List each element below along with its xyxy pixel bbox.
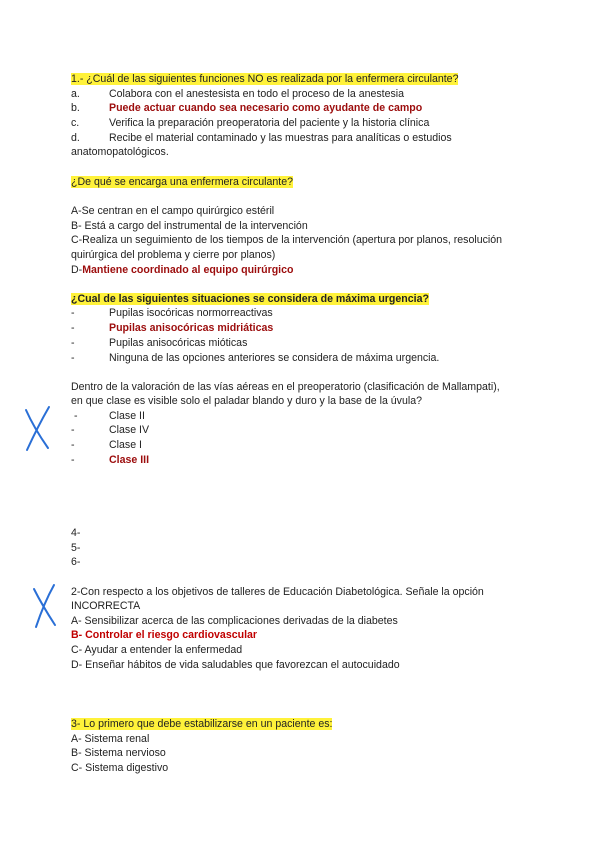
q1-option-b: b. Puede actuar cuando sea necesario como ayudante de campo xyxy=(71,102,423,114)
q1-title: 1.- ¿Cuál de las siguientes funciones NO es realizada por la enfermera circulante? xyxy=(71,73,459,85)
q2-option-b: B- Está a cargo del instrumental de la intervención xyxy=(71,220,308,232)
q4-option-3: - Clase I xyxy=(71,439,142,451)
cross-mark-icon xyxy=(22,404,54,454)
q6-option-b: B- Sistema nervioso xyxy=(71,747,166,759)
q2-option-d: D-Mantiene coordinado al equipo quirúrgico xyxy=(71,264,294,276)
q1-option-a: a. Colabora con el anestesista en todo el proceso de la anestesia xyxy=(71,88,405,100)
q6-option-a: A- Sistema renal xyxy=(71,733,150,745)
q5-option-a: A- Sensibilizar acerca de las complicaciones derivadas de la diabetes xyxy=(71,615,398,627)
q2-option-a: A-Se centran en el campo quirúrgico estéril xyxy=(71,205,275,217)
number-5: 5- xyxy=(71,542,81,554)
number-4: 4- xyxy=(71,527,81,539)
q1-option-d-cont: anatomopatológicos. xyxy=(71,146,169,158)
q3-option-2: - Pupilas anisocóricas midriáticas xyxy=(71,322,274,334)
q3-option-4: - Ninguna de las opciones anteriores se considera de máxima urgencia. xyxy=(71,352,440,364)
q5-option-b: B- Controlar el riesgo cardiovascular xyxy=(71,629,258,641)
q2-title: ¿De qué se encarga una enfermera circulante? xyxy=(71,176,294,188)
q6-title: 3- Lo primero que debe estabilizarse en un paciente es: xyxy=(71,718,333,730)
q1-option-c: c. Verifica la preparación preoperatoria del paciente y la historia clínica xyxy=(71,117,430,129)
q5-option-c: C- Ayudar a entender la enfermedad xyxy=(71,644,243,656)
q3-title: ¿Cual de las siguientes situaciones se considera de máxima urgencia? xyxy=(71,293,429,305)
q4-option-4: - Clase III xyxy=(71,454,150,466)
q3-option-1: - Pupilas isocóricas normorreactivas xyxy=(71,307,273,319)
q2-option-c: C-Realiza un seguimiento de los tiempos de la intervención (apertura por planos, resolución xyxy=(71,234,503,246)
q4-text-line2: en que clase es visible solo el paladar blando y duro y la base de la úvula? xyxy=(71,395,423,407)
number-6: 6- xyxy=(71,556,81,568)
cross-mark-icon xyxy=(30,583,60,631)
q5-text-line2: INCORRECTA xyxy=(71,600,141,612)
q6-option-c: C- Sistema digestivo xyxy=(71,762,169,774)
q1-option-d: d. Recibe el material contaminado y las muestras para analíticas o estudios xyxy=(71,132,452,144)
q5-option-d: D- Enseñar hábitos de vida saludables que favorezcan el autocuidado xyxy=(71,659,400,671)
q2-option-c-cont: quirúrgica del problema y cierre por planos) xyxy=(71,249,276,261)
q5-text-line1: 2-Con respecto a los objetivos de talleres de Educación Diabetológica. Señale la opción xyxy=(71,586,484,598)
q4-text-line1: Dentro de la valoración de las vías aéreas en el preoperatorio (clasificación de Mallampati), xyxy=(71,381,500,393)
q3-option-3: - Pupilas anisocóricas mióticas xyxy=(71,337,248,349)
q4-option-1: - Clase II xyxy=(74,410,145,422)
q4-option-2: - Clase IV xyxy=(71,424,150,436)
